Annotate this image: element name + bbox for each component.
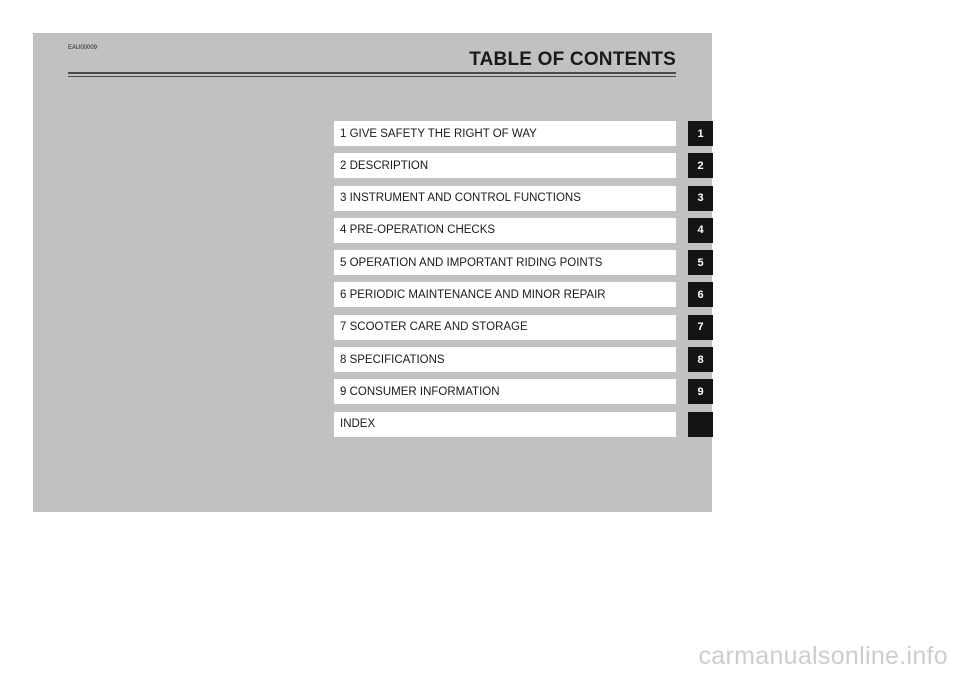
section-tab-index[interactable] — [688, 412, 713, 437]
page-title: TABLE OF CONTENTS — [469, 49, 676, 70]
title-rule-thick — [68, 72, 676, 74]
section-tab-6[interactable]: 6 — [688, 282, 713, 307]
section-tab-9[interactable]: 9 — [688, 379, 713, 404]
section-tab-4[interactable]: 4 — [688, 218, 713, 243]
section-tab-2[interactable]: 2 — [688, 153, 713, 178]
title-rule-thin — [68, 76, 676, 77]
toc-entry-1[interactable]: 1 GIVE SAFETY THE RIGHT OF WAY — [334, 121, 676, 146]
toc-entry-8[interactable]: 8 SPECIFICATIONS — [334, 347, 676, 372]
section-tabs — [688, 121, 713, 444]
toc-entry-3[interactable]: 3 INSTRUMENT AND CONTROL FUNCTIONS — [334, 186, 676, 211]
toc-entry-5[interactable]: 5 OPERATION AND IMPORTANT RIDING POINTS — [334, 250, 676, 275]
section-tab-3[interactable]: 3 — [688, 186, 713, 211]
toc-entry-7[interactable]: 7 SCOOTER CARE AND STORAGE — [334, 315, 676, 340]
toc-entry-6[interactable]: 6 PERIODIC MAINTENANCE AND MINOR REPAIR — [334, 282, 676, 307]
site-watermark: carmanualsonline.info — [698, 642, 948, 670]
section-tab-8[interactable]: 8 — [688, 347, 713, 372]
section-tab-1[interactable]: 1 — [688, 121, 713, 146]
section-tab-7[interactable]: 7 — [688, 315, 713, 340]
toc-entry-2[interactable]: 2 DESCRIPTION — [334, 153, 676, 178]
toc-entry-index[interactable]: INDEX — [334, 412, 676, 437]
toc-list — [334, 121, 676, 444]
document-code: EAU00009 — [68, 45, 98, 51]
toc-entry-9[interactable]: 9 CONSUMER INFORMATION — [334, 379, 676, 404]
toc-entry-4[interactable]: 4 PRE-OPERATION CHECKS — [334, 218, 676, 243]
manual-page — [33, 33, 712, 512]
section-tab-5[interactable]: 5 — [688, 250, 713, 275]
